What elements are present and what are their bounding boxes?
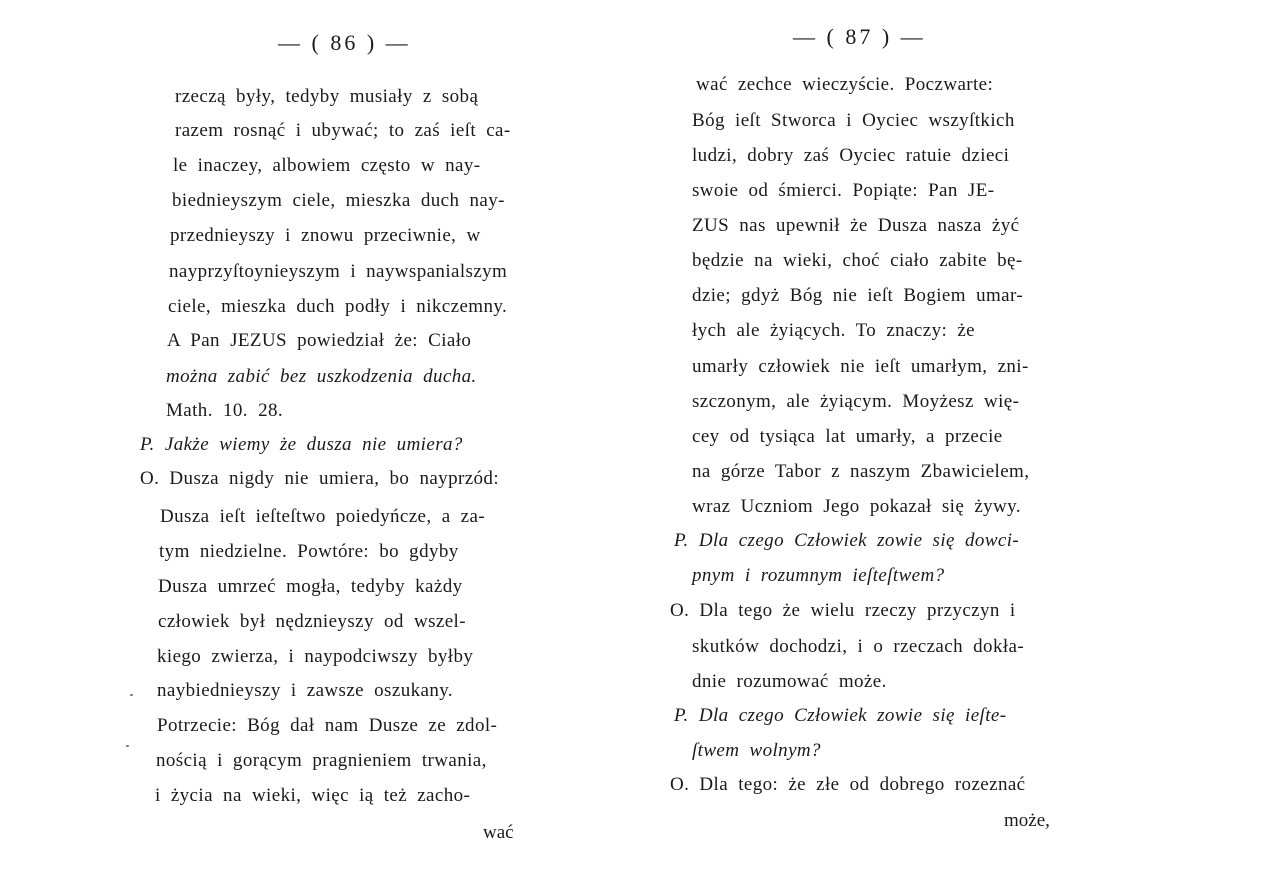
text-line: wraz Uczniom Jego pokazał się żywy. (692, 496, 1021, 517)
text-line: nością i gorącym pragnieniem trwania, (156, 750, 487, 771)
text-line: Dusza umrzeć mogła, tedyby każdy (158, 576, 463, 597)
text-line: szczonym, ale żyiącym. Moyżesz wię- (692, 391, 1020, 412)
catchword: wać (483, 822, 514, 843)
text-line: łych ale żyiących. To znaczy: że (692, 320, 975, 341)
text-line-italic: można zabić bez uszkodzenia ducha. (166, 366, 477, 387)
text-line: człowiek był nędznieyszy od wszel- (158, 611, 466, 632)
answer-line: O. Dla tego że wielu rzeczy przyczyn i (670, 600, 1016, 621)
text-line: naybiednieyszy i zawsze oszukany. (157, 680, 454, 701)
question-line: ſtwem wolnym? (692, 740, 821, 761)
question-line: pnym i rozumnym ieſteſtwem? (692, 565, 945, 586)
page-number: — ( 86 ) — (278, 30, 411, 55)
left-page (0, 0, 620, 893)
answer-line: O. Dusza nigdy nie umiera, bo nayprzód: (140, 468, 500, 489)
text-line: kiego zwierza, i naypodciwszy byłby (157, 646, 474, 667)
text-line: nayprzyſtoynieyszym i naywspanialszym (169, 261, 508, 282)
text-line: na górze Tabor z naszym Zbawicielem, (692, 461, 1030, 482)
text-line: tym niedzielne. Powtóre: bo gdyby (159, 541, 459, 562)
question-line: P. Jakże wiemy że dusza nie umiera? (140, 434, 463, 455)
text-line: będzie na wieki, choć ciało zabite bę- (692, 250, 1023, 271)
text-line: ZUS nas upewnił że Dusza nasza żyć (692, 215, 1020, 236)
text-line: biednieyszym ciele, mieszka duch nay- (172, 190, 505, 211)
paper-speck (130, 694, 133, 696)
text-line: Bóg ieſt Stworca i Oyciec wszyſtkich (692, 110, 1015, 131)
text-line: Potrzecie: Bóg dał nam Dusze ze zdol- (157, 715, 498, 736)
text-line: dnie rozumować może. (692, 671, 887, 692)
right-page (640, 0, 1263, 893)
text-line: rzeczą były, tedyby musiały z sobą (175, 86, 479, 107)
catchword: może, (1004, 810, 1050, 831)
page-number: — ( 87 ) — (793, 24, 926, 49)
text-line: ciele, mieszka duch podły i nikczemny. (168, 296, 508, 317)
question-line: P. Dla czego Człowiek zowie się dowci- (674, 530, 1020, 551)
text-line: ludzi, dobry zaś Oyciec ratuie dzieci (692, 145, 1010, 166)
text-line: razem rosnąć i ubywać; to zaś ieſt ca- (175, 120, 511, 141)
paper-speck (126, 745, 129, 747)
text-line: i życia na wieki, więc ią też zacho- (155, 785, 471, 806)
text-line: dzie; gdyż Bóg nie ieſt Bogiem umar- (692, 285, 1024, 306)
answer-line: O. Dla tego: że złe od dobrego rozeznać (670, 774, 1026, 795)
text-line: le inaczey, albowiem często w nay- (173, 155, 481, 176)
text-line: wać zechce wieczyście. Poczwarte: (696, 74, 994, 95)
text-line: cey od tysiąca lat umarły, a przecie (692, 426, 1003, 447)
text-line: skutków dochodzi, i o rzeczach dokła- (692, 636, 1025, 657)
text-line: przednieyszy i znowu przeciwnie, w (170, 225, 481, 246)
text-line: Dusza ieſt ieſteſtwo poiedyńcze, a za- (160, 506, 486, 527)
scripture-reference: Math. 10. 28. (166, 400, 284, 421)
question-line: P. Dla czego Człowiek zowie się ieſte- (674, 705, 1007, 726)
text-line: A Pan JEZUS powiedział że: Ciało (167, 330, 472, 351)
text-line: umarły człowiek nie ieſt umarłym, zni- (692, 356, 1029, 377)
text-line: swoie od śmierci. Popiąte: Pan JE- (692, 180, 995, 201)
